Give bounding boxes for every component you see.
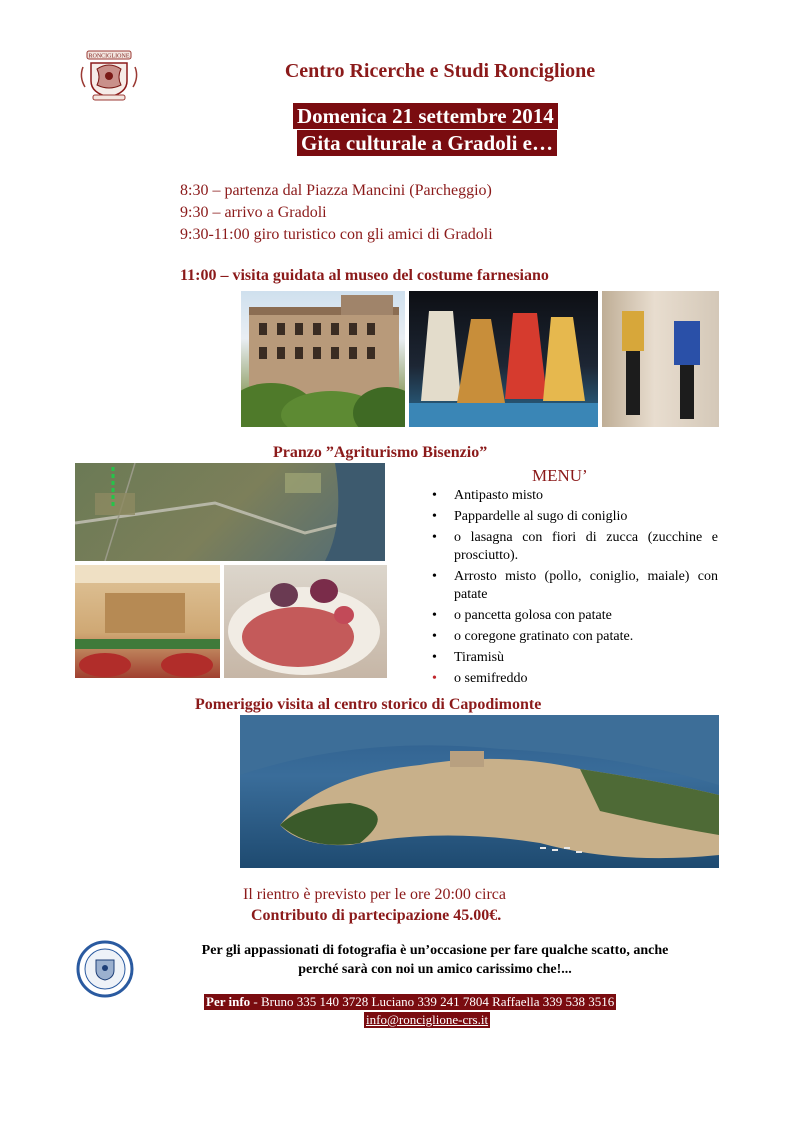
association-seal-logo — [76, 940, 134, 998]
museum-heading: 11:00 – visita guidata al museo del costume farnesiano — [180, 267, 549, 284]
photography-note-line: perché sarà con noi un amico carissimo che!... — [298, 962, 572, 977]
menu-item: • Tiramisù — [432, 649, 718, 667]
event-subtitle-banner: Gita culturale a Gradoli e… — [297, 130, 557, 156]
contact-info — [204, 994, 616, 1010]
page-title: Centro Ricerche e Studi Ronciglione — [284, 60, 596, 82]
afternoon-heading: Pomeriggio visita al centro storico di Capodimonte — [195, 696, 542, 713]
menu-item: • Antipasto misto — [432, 487, 718, 505]
menu-list — [432, 487, 718, 691]
schedule-item: 8:30 – partenza dal Piazza Mancini (Parcheggio) — [180, 182, 492, 199]
return-time-note: Il rientro è previsto per le ore 20:00 circa — [243, 886, 506, 903]
photography-note-line: Per gli appassionati di fotografia è un’occasione per fare qualche scatto, anche — [201, 943, 669, 958]
svg-text:RONCIGLIONE: RONCIGLIONE — [88, 53, 130, 60]
menu-item: • o pancetta golosa con patate — [432, 607, 718, 625]
palace-photo — [241, 291, 405, 427]
crest-logo — [77, 47, 141, 103]
contact-email-link[interactable]: info@ronciglione-crs.it — [366, 1012, 489, 1027]
menu-item: • Arrosto misto (pollo, coniglio, maiale) con patate — [432, 568, 718, 604]
schedule-item: 9:30 – arrivo a Gradoli — [180, 204, 327, 221]
schedule-item: 9:30-11:00 giro turistico con gli amici di Gradoli — [180, 226, 493, 243]
aerial-map — [75, 463, 385, 561]
mannequins-photo — [602, 291, 719, 427]
contact-info-label: Per info — [206, 994, 251, 1009]
restaurant-interior-photo — [75, 565, 220, 678]
capodimonte-aerial-photo — [240, 715, 719, 868]
menu-item: • o semifreddo — [432, 670, 718, 688]
prosciutto-figs-photo — [224, 565, 387, 678]
event-date-banner: Domenica 21 settembre 2014 — [293, 103, 558, 129]
menu-item: • o coregone gratinato con patate. — [432, 628, 718, 646]
costumes-photo — [409, 291, 598, 427]
menu-item: • o lasagna con fiori di zucca (zucchine e prosciutto). — [432, 529, 718, 565]
contact-numbers: - Bruno 335 140 3728 Luciano 339 241 7804 Raffaella 339 538 3516 — [250, 994, 615, 1009]
schedule-list — [180, 180, 493, 246]
menu-item: • Pappardelle al sugo di coniglio — [432, 508, 718, 526]
participation-fee: Contributo di partecipazione 45.00€. — [251, 907, 502, 924]
photography-note — [160, 941, 710, 979]
menu-title: MENU’ — [532, 466, 588, 485]
lunch-heading: Pranzo ”Agriturismo Bisenzio” — [273, 444, 488, 461]
